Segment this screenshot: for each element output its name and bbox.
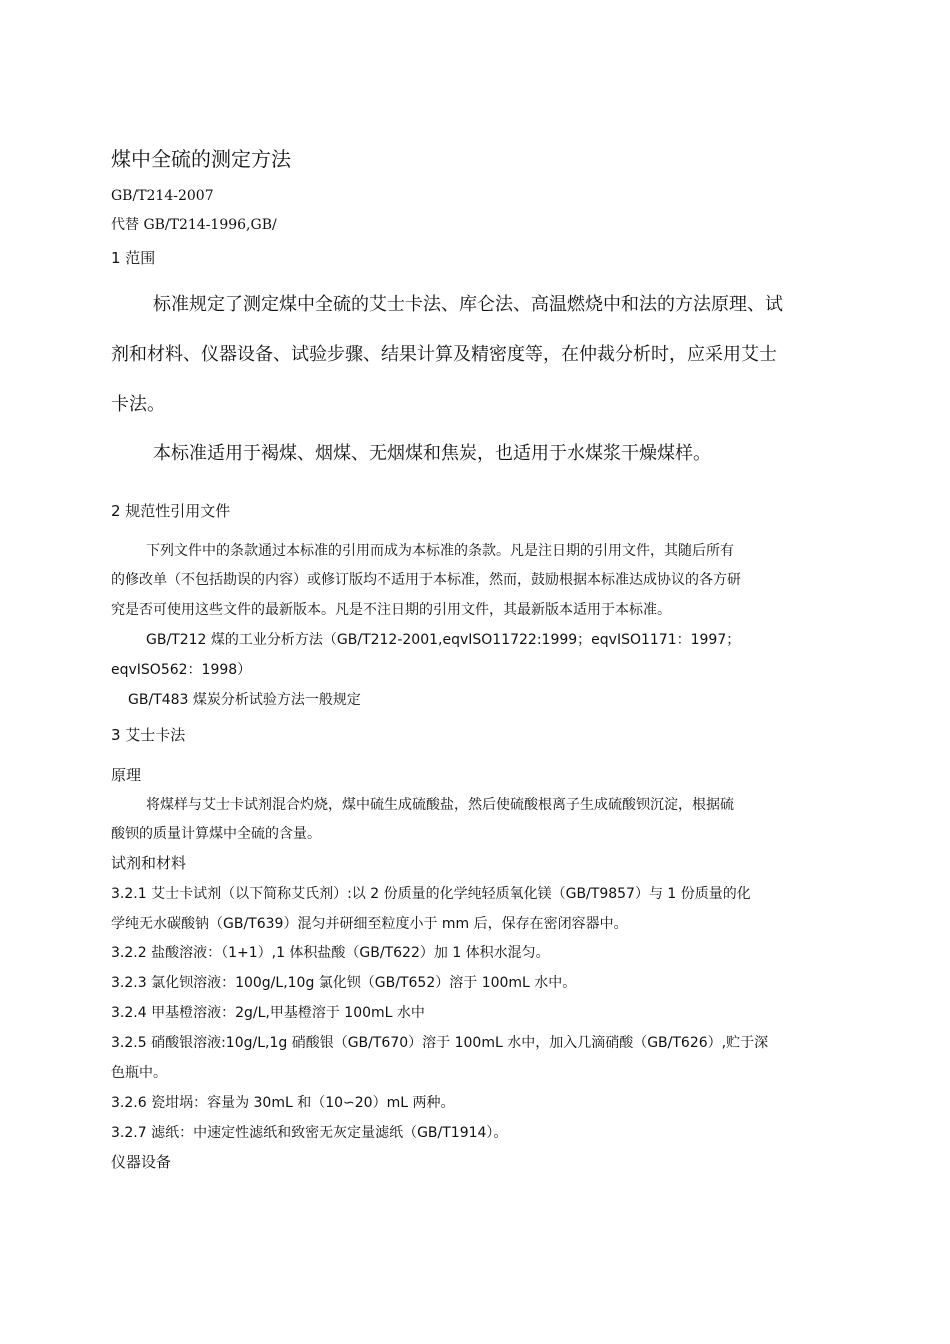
reagents-heading: 试剂和材料 [111, 854, 187, 872]
scope-para-line: 剂和材料、仪器设备、试验步骤、结果计算及精密度等，在仲裁分析时，应采用艾士 [111, 344, 777, 365]
reagent-3-2-7: 3.2.7 滤纸：中速定性滤纸和致密无灰定量滤纸（GB/T1914）。 [111, 1125, 508, 1141]
page-title: 煤中全硫的测定方法 [111, 147, 291, 171]
scope-applicability: 本标准适用于褐煤、烟煤、无烟煤和焦炭，也适用于水煤浆干燥煤样。 [153, 443, 711, 464]
standard-code: GB/T214-2007 [111, 188, 214, 204]
section-2-heading: 2 规范性引用文件 [111, 502, 231, 520]
principle-line: 将煤样与艾士卡试剂混合灼烧，煤中硫生成硫酸盐，然后使硫酸根离子生成硫酸钡沉淀，根据硫 [146, 797, 734, 813]
scope-para-line: 标准规定了测定煤中全硫的艾士卡法、库仑法、高温燃烧中和法的方法原理、试 [153, 294, 783, 315]
apparatus-heading: 仪器设备 [111, 1153, 172, 1171]
reagent-3-2-1-cont: 学纯无水碳酸钠（GB/T639）混匀并研细至粒度小于 mm 后，保存在密闭容器中。 [111, 916, 628, 932]
reagent-3-2-5-cont: 色瓶中。 [111, 1065, 167, 1081]
reference-gbt212-cont: eqvISO562：1998） [111, 662, 252, 678]
reagent-3-2-5: 3.2.5 硝酸银溶液:10g/L,1g 硝酸银（GB/T670）溶于 100mL 水中，加入几滴硝酸（GB/T626）,贮于深 [111, 1035, 769, 1051]
reference-gbt483: GB/T483 煤炭分析试验方法一般规定 [128, 692, 361, 708]
reagent-3-2-2: 3.2.2 盐酸溶液：（1+1）,1 体积盐酸（GB/T622）加 1 体积水混匀。 [111, 945, 550, 961]
scope-para-line: 卡法。 [111, 394, 165, 415]
section-1-heading: 1 范围 [111, 249, 156, 267]
normative-para-line: 的修改单（不包括勘误的内容）或修订版均不适用于本标准，然而，鼓励根据本标准达成协议的各方研 [111, 572, 741, 588]
normative-para-line: 下列文件中的条款通过本标准的引用而成为本标准的条款。凡是注日期的引用文件，其随后所有 [146, 543, 734, 559]
section-3-heading: 3 艾士卡法 [111, 726, 186, 744]
standard-replaces: 代替 GB/T214-1996,GB/ [111, 217, 277, 233]
reagent-3-2-3: 3.2.3 氯化钡溶液：100g/L,10g 氯化钡（GB/T652）溶于 100mL 水中。 [111, 975, 577, 991]
reference-gbt212: GB/T212 煤的工业分析方法（GB/T212-2001,eqvISO11722:1999；eqvISO1171：1997； [146, 632, 741, 648]
reagent-3-2-1: 3.2.1 艾士卡试剂（以下简称艾氏剂）:以 2 份质量的化学纯轻质氧化镁（GB/T9857）与 1 份质量的化 [111, 886, 751, 902]
reagent-3-2-4: 3.2.4 甲基橙溶液：2g/L,甲基橙溶于 100mL 水中 [111, 1005, 425, 1021]
principle-heading: 原理 [111, 766, 142, 784]
normative-para-line: 究是否可使用这些文件的最新版本。凡是不注日期的引用文件，其最新版本适用于本标准。 [111, 602, 671, 618]
reagent-3-2-6: 3.2.6 瓷坩埚：容量为 30mL 和（10∽20）mL 两种。 [111, 1095, 455, 1111]
principle-line: 酸钡的质量计算煤中全硫的含量。 [111, 826, 321, 842]
